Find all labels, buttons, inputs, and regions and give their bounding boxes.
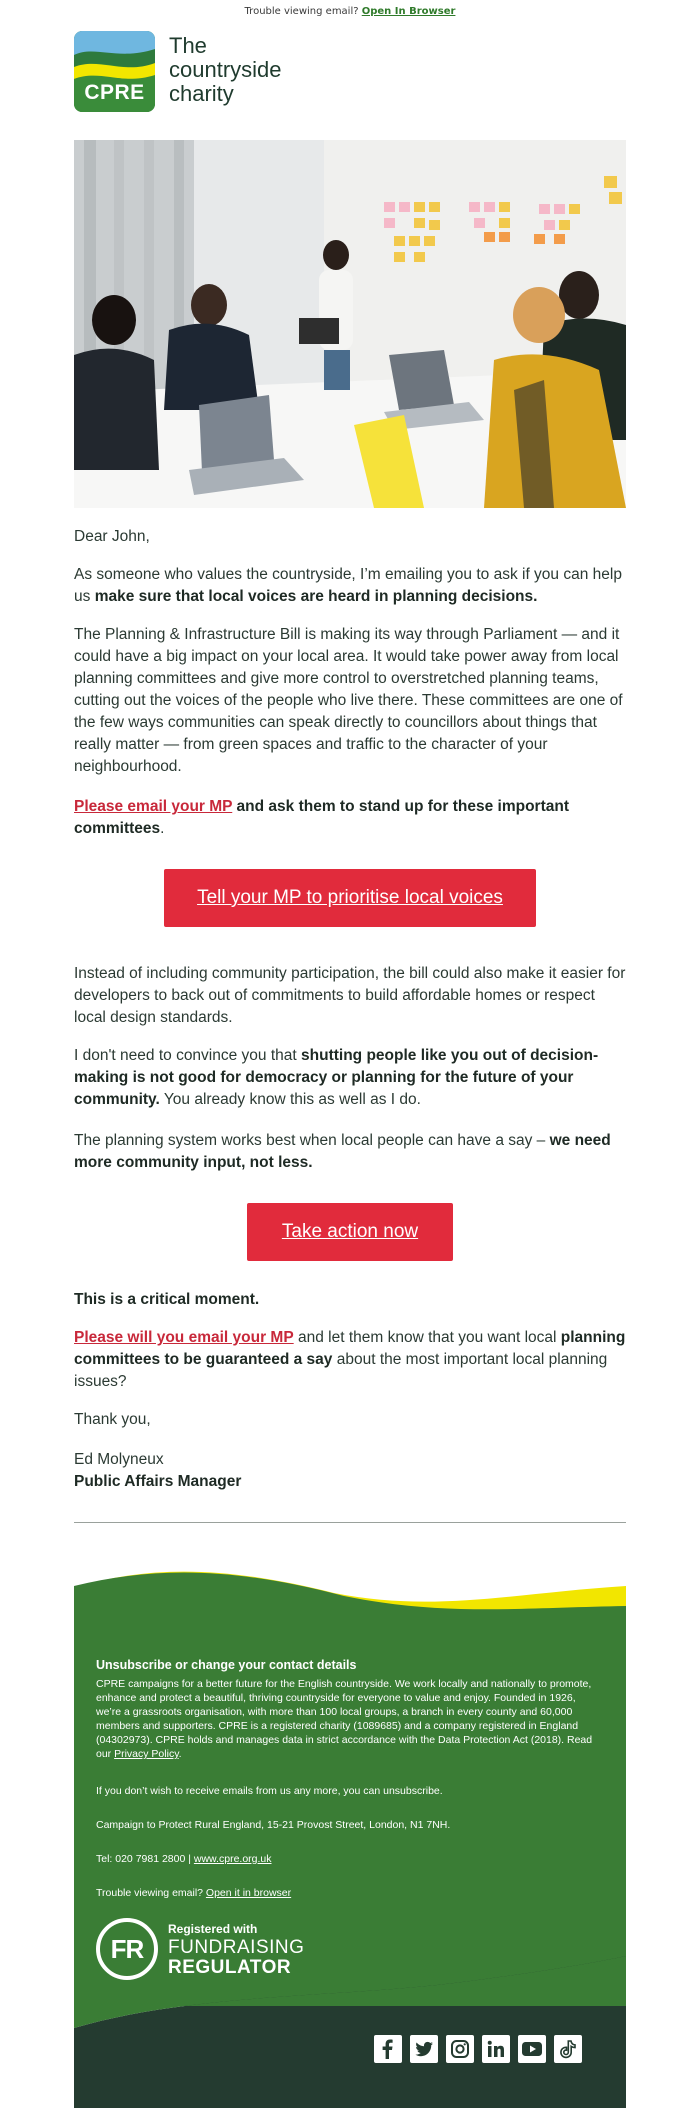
paragraph-7 <box>74 1289 626 1311</box>
fr-line-2: FUNDRAISING <box>168 1937 305 1958</box>
cpre-logo[interactable] <box>74 31 434 113</box>
twitter-icon[interactable] <box>410 2035 438 2063</box>
logo-wordmark <box>169 34 282 106</box>
footer-address: Campaign to Protect Rural England, 15-21 Provost Street, London, N1 7NH. <box>96 1819 451 1831</box>
paragraph-8-text-a: and let them know that you want local <box>293 1329 561 1346</box>
tell-mp-button[interactable]: Tell your MP to prioritise local voices <box>164 869 536 927</box>
privacy-policy-link[interactable]: Privacy Policy <box>114 1748 179 1760</box>
signature-title: Public Affairs Manager <box>74 1473 242 1490</box>
instagram-icon[interactable] <box>446 2035 474 2063</box>
open-in-browser-link[interactable]: Open In Browser <box>361 6 456 17</box>
paragraph-5-text-a: I don't need to convince you that <box>74 1047 302 1064</box>
cpre-badge-text: CPRE <box>84 81 145 104</box>
preheader <box>0 0 700 22</box>
paragraph-2: The Planning & Infrastructure Bill is making its way through Parliament — and it could have a big impact on your local area. It would take power away from local planning committees and give more control to overstretched planning teams, cutting out the voices of the people who live there. These committees are one of the few ways communities can speak directly to councillors about things that really matter — from green spaces and traffic to the character of your neighbourhood. <box>74 626 623 775</box>
footer-about: CPRE campaigns for a better future for the English countryside. We work locally and nationally to promote, enhance and protect a beautiful, thriving countryside for everyone to value and enjoy. Founded in 1926, we’re a grassroots organisation, with more than 100 local groups, a branch in every county and 60,000 members and supporters. CPRE is a registered charity (1089685) and a company registered in England (04302973). CPRE holds and manages data in strict accordance with the Data Protection Act (2018). Read our Privacy Policy. <box>96 1678 593 1760</box>
facebook-icon[interactable] <box>374 2035 402 2063</box>
logo-line-1: The <box>169 33 207 58</box>
paragraph-5-bold: shutting people like you out of decision-making is not good for democracy or planning for the future of your community. <box>74 1047 599 1108</box>
open-in-browser-footer-link[interactable]: Open it in browser <box>205 1887 292 1899</box>
footer-heading: Unsubscribe or change your contact details <box>96 1658 357 1672</box>
paragraph-1 <box>74 564 626 608</box>
critical-moment-text: This is a critical moment. <box>74 1291 260 1308</box>
divider <box>74 1522 626 1523</box>
paragraph-8-text-c: about the most important local planning issues? <box>74 1351 608 1390</box>
paragraph-3-bold: and ask them to stand up for these important committees <box>74 798 569 837</box>
preheader-text: Trouble viewing email? <box>244 6 359 17</box>
footer-tel <box>96 1852 272 1866</box>
email-mp-link-1[interactable]: Please email your MP <box>74 798 233 815</box>
fundraising-regulator-badge[interactable] <box>96 1918 326 1984</box>
footer-trouble <box>96 1886 291 1900</box>
paragraph-4: Instead of including community participation, the bill could also make it easier for developers to back out of commitments to build affordable homes or respect local design standards. <box>74 965 626 1026</box>
hero-image <box>74 140 626 508</box>
fr-line-1: Registered with <box>168 1922 258 1936</box>
logo-line-2: countryside <box>169 57 282 82</box>
linkedin-icon[interactable] <box>482 2035 510 2063</box>
signature <box>74 1449 626 1493</box>
tiktok-icon[interactable] <box>554 2035 582 2063</box>
signature-name: Ed Molyneux <box>74 1451 164 1468</box>
paragraph-6 <box>74 1130 626 1174</box>
paragraph-6-bold: we need more community input, not less. <box>74 1132 611 1171</box>
logo-line-3: charity <box>169 81 234 106</box>
footer-unsubscribe[interactable]: If you don’t wish to receive emails from us any more, you can unsubscribe. <box>96 1785 443 1797</box>
email-mp-link-2[interactable]: Please will you email your MP <box>74 1329 294 1346</box>
paragraph-3 <box>74 796 626 840</box>
footer-tel-text: Tel: 020 7981 2800 | <box>96 1853 194 1865</box>
paragraph-1-text: As someone who values the countryside, I’m emailing you to ask if you can help us <box>74 566 622 605</box>
greeting: Dear John, <box>74 528 150 545</box>
paragraph-8 <box>74 1327 626 1393</box>
website-link[interactable]: www.cpre.org.uk <box>193 1853 272 1865</box>
footer-waves <box>74 1568 626 2108</box>
thanks: Thank you, <box>74 1411 151 1428</box>
paragraph-1-bold: make sure that local voices are heard in planning decisions. <box>94 588 538 605</box>
paragraph-8-bold: planning committees to be guaranteed a say <box>74 1329 626 1368</box>
footer-about-text: CPRE campaigns for a better future for the English countryside. We work locally and nationally to promote, enhance and protect a beautiful, thriving countryside for everyone to value and enjoy. Founded in 1926, we’re a grassroots organisation, with more than 100 local groups, a branch in every county and 60,000 members and supporters. CPRE is a registered charity (1089685) and a company registered in England (04302973). CPRE holds and manages data in strict accordance with the Data Protection Act (2018). Read our <box>96 1678 593 1760</box>
paragraph-6-text: The planning system works best when local people can have a say – <box>74 1132 550 1149</box>
take-action-button[interactable]: Take action now <box>247 1203 453 1261</box>
footer <box>74 1568 626 2108</box>
youtube-icon[interactable] <box>518 2035 546 2063</box>
paragraph-3-end: . <box>160 820 165 837</box>
fr-line-3: REGULATOR <box>168 1957 292 1978</box>
cpre-logo-mark <box>74 31 155 112</box>
footer-trouble-text: Trouble viewing email? <box>96 1887 206 1899</box>
paragraph-5 <box>74 1045 626 1111</box>
fr-circle-icon: FR <box>96 1918 158 1980</box>
paragraph-5-text-c: You already know this as well as I do. <box>159 1091 421 1108</box>
